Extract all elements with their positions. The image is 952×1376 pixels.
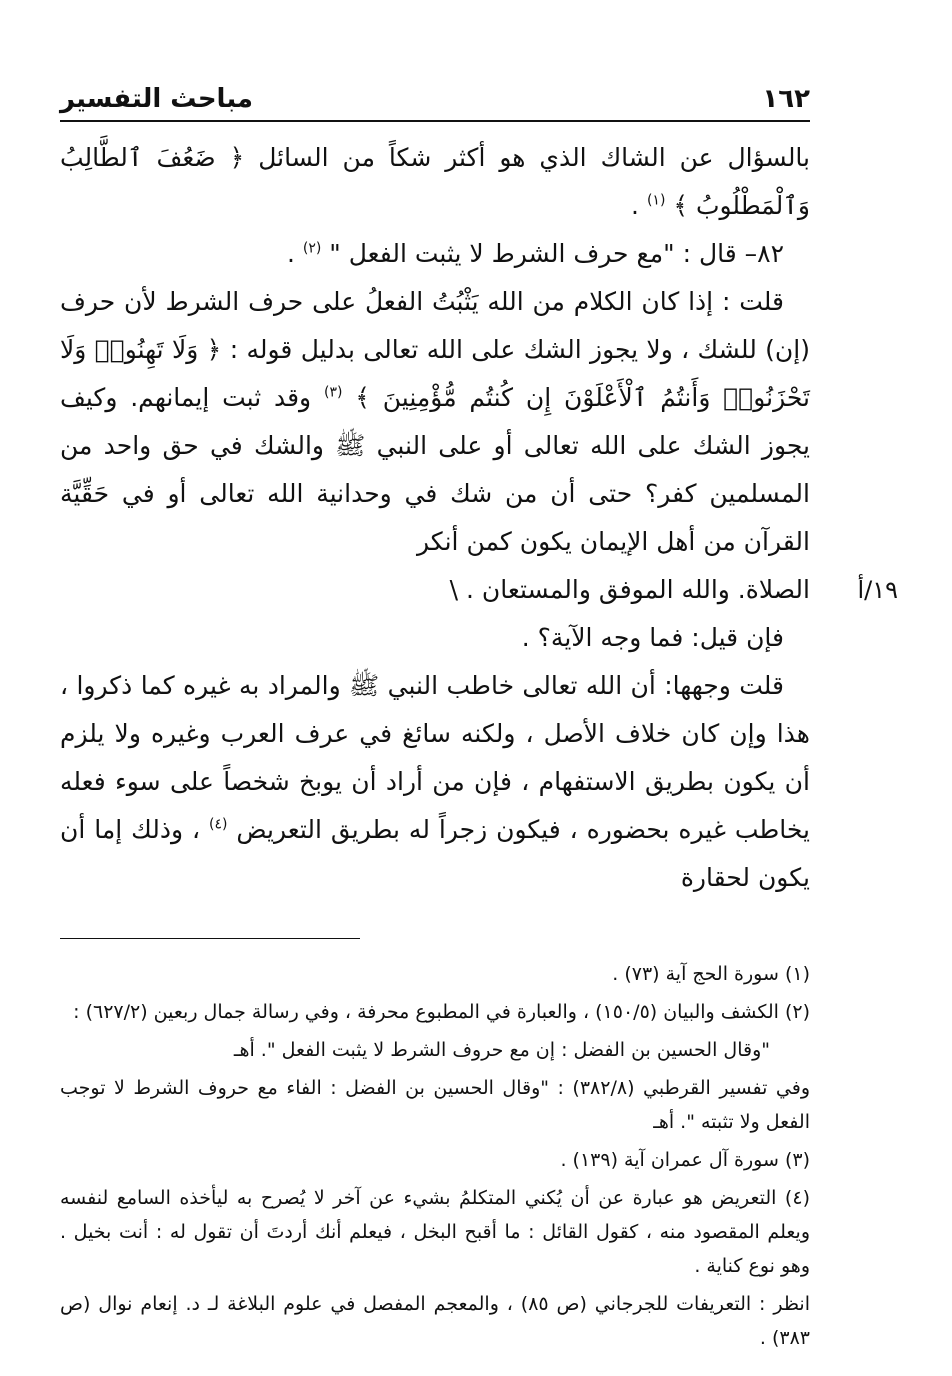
footnote-2: (٢) الكشف والبيان (١٥٠/٥) ، والعبارة في المطبوع محرفة ، وفي رسالة جمال ربعين (٦٢٧/٢) : — [73, 1001, 810, 1023]
folio-line — [60, 566, 898, 614]
quran-verse: ﴿ ضَعُفَ ٱلطَّالِبُ وَٱلْمَطْلُوبُ ﴾ — [60, 143, 810, 220]
quran-verse: ﴿ وَلَا تَهِنُوا۟ وَلَا تَحْزَنُوا۟ وَأَنتُمُ ٱلْأَعْلَوْنَ إِن كُنتُم مُّؤْمِنِينَ ﴾ — [60, 335, 810, 412]
paragraph-5 — [60, 662, 810, 902]
paragraph-2 — [60, 230, 810, 278]
book-page — [60, 80, 898, 1349]
header-title: مباحث التفسير — [60, 84, 254, 114]
footnote-3: (٣) سورة آل عمران آية (١٣٩) . — [560, 1149, 810, 1171]
footnote-rule-wrap — [60, 902, 810, 957]
paragraph-3-text-c: الصلاة. والله الموفق والمستعان . \ — [449, 575, 810, 604]
footnote-1: (١) سورة الحج آية (٧٣) . — [612, 963, 810, 985]
footnote-ref-1[interactable]: (١) — [646, 192, 666, 209]
paragraph-5-text-a: قلت وجهها: أن الله تعالى خاطب النبي ﷺ والمراد به غيره كما ذكروا ، هذا وإن كان خلاف الأصل ، ولكنه سائغ في عرف العرب وغيره ولا يلزم أن يكون بطريق الاستفهام ، فإن من أراد أن يوبخ شخصاً على سوء فعله يخاطب غيره بحضوره ، فيكون زجراً له بطريق التعريض — [60, 671, 811, 844]
footnote-4: (٤) التعريض هو عبارة عن أن يُكني المتكلمُ بشيء عن آخر لا يُصرح به ليأخذه السامع لنفسه ويعلم المقصود منه ، كقول القائل : ما أقبح البخل ، فيعلم أنك أردتَ أن تقول له : أنت بخيل . وهو نوع كناية . — [60, 1187, 810, 1277]
footnote-2-qurtubi: وفي تفسير القرطبي (٣٨٢/٨) : "وقال الحسين بن الفضل : الفاء مع حروف الشرط لا توجب الفعل ولا تثبته ". أهـ — [60, 1077, 810, 1133]
footnote-ref-2[interactable]: (٢) — [302, 240, 322, 257]
paragraph-3 — [60, 278, 810, 566]
paragraph-1-text: بالسؤال عن الشاك الذي هو أكثر شكاً من السائل — [258, 143, 811, 172]
running-header — [60, 80, 810, 122]
paragraph-1 — [60, 134, 810, 230]
paragraph-2-end: . — [286, 239, 295, 268]
paragraph-3-text-b: وقد ثبت إيمانهم. وكيف يجوز الشك على الله تعالى أو على النبي ﷺ والشك في حق واحد من المسلمين كفر؟ حتى أن من شك في وحدانية الله تعالى أو في حَقِّيَّة القرآن من أهل الإيمان يكون كمن أنكر — [60, 383, 810, 556]
paragraph-5-text-b: ، وذلك إما أن يكون لحقارة — [60, 815, 810, 892]
footnote-2-quote: "وقال الحسين بن الفضل : إن مع حروف الشرط لا يثبت الفعل ". أهـ — [233, 1039, 770, 1061]
main-text — [60, 134, 898, 902]
paragraph-2-text: ٨٢– قال : "مع حرف الشرط لا يثبت الفعل " — [329, 239, 784, 268]
footnote-ref-3[interactable]: (٣) — [323, 384, 343, 401]
manuscript-folio-marker: ١٩/أ — [857, 576, 898, 604]
footnote-divider — [60, 938, 360, 939]
paragraph-1-end: . — [631, 191, 639, 220]
paragraph-4: فإن قيل: فما وجه الآية؟ . — [521, 623, 784, 652]
footnote-ref-4[interactable]: (٤) — [209, 816, 228, 833]
footnote-4-refs: انظر : التعريفات للجرجاني (ص ٨٥) ، والمعجم المفصل في علوم البلاغة لـ د. إنعام نوال (ص ٣٨٣) . — [60, 1293, 810, 1349]
page-number: ١٦٢ — [762, 84, 810, 114]
footnotes — [60, 957, 810, 1355]
paragraph-3-text-a: قلت : إذا كان الكلام من الله يَثْبُتُ الفعلُ على حرف الشرط لأن حرف (إن) للشك ، ولا يجوز الشك على الله تعالى بدليل قوله : — [60, 287, 810, 364]
